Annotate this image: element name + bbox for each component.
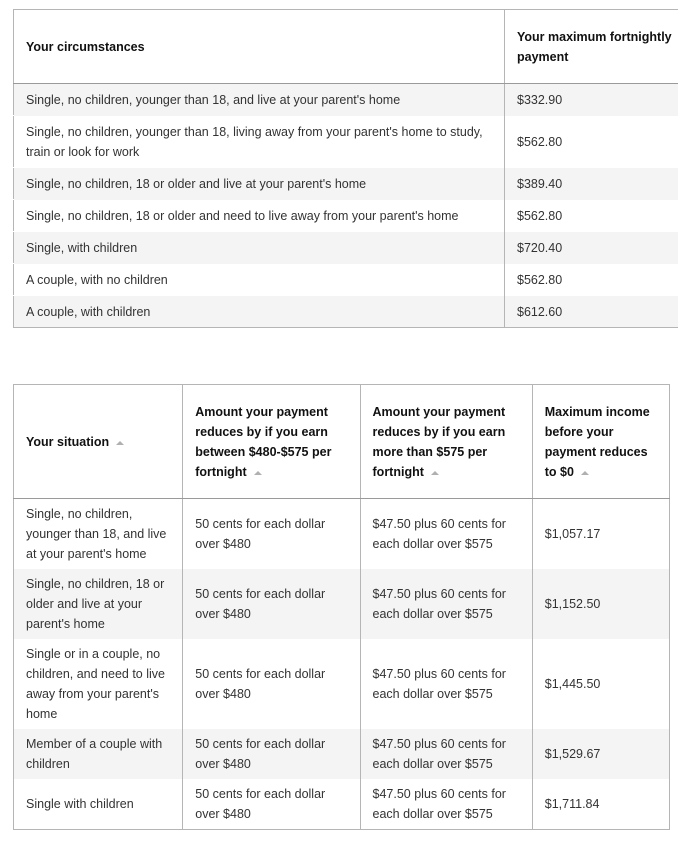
situation-cell: Single, no children, younger than 18, and live at your parent's home (14, 499, 183, 570)
max-income-cell: $1,152.50 (532, 569, 669, 639)
max-income-cell: $1,711.84 (532, 779, 669, 830)
reduce-480-575-cell: 50 cents for each dollar over $480 (183, 729, 360, 779)
situation-cell: Single with children (14, 779, 183, 830)
column-header-circumstances: Your circumstances (14, 10, 505, 84)
sort-up-icon[interactable] (116, 441, 124, 445)
situation-cell: Single, no children, 18 or older and live at your parent's home (14, 569, 183, 639)
situation-cell: Member of a couple with children (14, 729, 183, 779)
sort-up-icon[interactable] (581, 471, 589, 475)
table-row (14, 729, 670, 779)
sort-up-icon[interactable] (254, 471, 262, 475)
reduce-over-575-cell: $47.50 plus 60 cents for each dollar over $575 (360, 639, 532, 729)
payment-cell: $612.60 (505, 296, 678, 328)
column-header-situation[interactable] (14, 385, 183, 499)
circumstance-cell: A couple, with children (14, 296, 505, 328)
table-row (14, 84, 678, 116)
table-row (14, 639, 670, 729)
payment-cell: $562.80 (505, 264, 678, 296)
circumstance-cell: Single, no children, 18 or older and live at your parent's home (14, 168, 505, 200)
reduce-over-575-cell: $47.50 plus 60 cents for each dollar over $575 (360, 569, 532, 639)
table-row (14, 296, 678, 328)
column-header-reduce-over-575[interactable] (360, 385, 532, 499)
circumstance-cell: Single, with children (14, 232, 505, 264)
reduce-480-575-cell: 50 cents for each dollar over $480 (183, 499, 360, 570)
column-header-reduce-480-575[interactable] (183, 385, 360, 499)
circumstance-cell: Single, no children, younger than 18, and live at your parent's home (14, 84, 505, 116)
max-payment-table (13, 9, 678, 328)
column-header-max-payment: Your maximum fortnightly payment (505, 10, 678, 84)
table-row (14, 499, 670, 570)
header-label: Amount your payment reduces by if you earn more than $575 per fortnight (372, 404, 506, 479)
table-row (14, 168, 678, 200)
reduce-over-575-cell: $47.50 plus 60 cents for each dollar over $575 (360, 499, 532, 570)
table-header-row (14, 385, 670, 499)
reduce-480-575-cell: 50 cents for each dollar over $480 (183, 779, 360, 830)
payment-cell: $720.40 (505, 232, 678, 264)
situation-cell: Single or in a couple, no children, and need to live away from your parent's home (14, 639, 183, 729)
header-label: Maximum income before your payment reduces to $0 (544, 404, 650, 479)
payment-cell: $562.80 (505, 200, 678, 232)
header-label: Amount your payment reduces by if you earn between $480-$575 per fortnight (195, 404, 332, 479)
max-income-cell: $1,445.50 (532, 639, 669, 729)
payment-cell: $389.40 (505, 168, 678, 200)
circumstance-cell: Single, no children, younger than 18, living away from your parent's home to study, train or look for work (14, 116, 505, 168)
reduce-480-575-cell: 50 cents for each dollar over $480 (183, 569, 360, 639)
table-row (14, 779, 670, 830)
header-label: Your situation (26, 434, 110, 449)
reduce-over-575-cell: $47.50 plus 60 cents for each dollar over $575 (360, 779, 532, 830)
column-header-max-income[interactable] (532, 385, 669, 499)
reduce-over-575-cell: $47.50 plus 60 cents for each dollar over $575 (360, 729, 532, 779)
table-header-row (14, 10, 678, 84)
max-income-cell: $1,057.17 (532, 499, 669, 570)
payment-cell: $562.80 (505, 116, 678, 168)
table-row (14, 116, 678, 168)
circumstance-cell: A couple, with no children (14, 264, 505, 296)
table-row (14, 264, 678, 296)
sort-up-icon[interactable] (431, 471, 439, 475)
reduce-480-575-cell: 50 cents for each dollar over $480 (183, 639, 360, 729)
table-row (14, 232, 678, 264)
payment-cell: $332.90 (505, 84, 678, 116)
circumstance-cell: Single, no children, 18 or older and need to live away from your parent's home (14, 200, 505, 232)
income-test-table (13, 384, 670, 830)
table-row (14, 569, 670, 639)
table-row (14, 200, 678, 232)
max-income-cell: $1,529.67 (532, 729, 669, 779)
